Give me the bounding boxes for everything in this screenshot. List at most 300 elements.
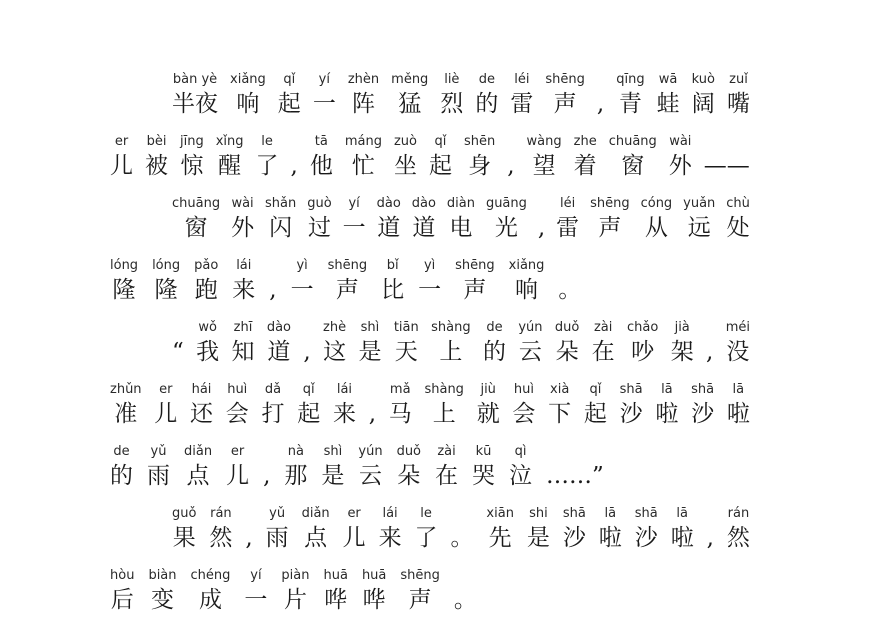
char-unit	[518, 320, 542, 368]
hanzi: 一	[312, 91, 336, 117]
char-unit	[381, 258, 404, 306]
hanzi: 起	[428, 153, 452, 179]
char-unit	[415, 506, 438, 554]
char-unit	[180, 134, 204, 182]
hanzi: 的	[110, 463, 133, 489]
pinyin: dào	[266, 320, 292, 335]
char-unit	[190, 382, 213, 430]
hanzi: 点	[304, 525, 328, 551]
pinyin: yí	[348, 196, 360, 211]
hanzi: 沙	[562, 525, 586, 551]
text-line-3	[172, 188, 750, 244]
pinyin: shēng	[590, 196, 630, 211]
char-unit	[671, 320, 694, 368]
hanzi: 雷	[510, 91, 534, 117]
char-unit	[635, 506, 658, 554]
pinyin: huì	[513, 382, 534, 397]
pinyin: lóng	[152, 258, 181, 273]
pinyin: qì	[514, 444, 527, 459]
pinyin: hái	[191, 382, 212, 397]
char-unit	[244, 568, 267, 616]
char-unit	[209, 506, 232, 554]
punctuation-unit	[546, 444, 604, 492]
hanzi: 声	[598, 215, 622, 241]
hanzi: 儿	[226, 463, 250, 489]
hanzi: 儿	[110, 153, 133, 179]
pinyin: yuǎn	[683, 196, 716, 211]
punctuation-unit	[707, 506, 714, 554]
char-unit	[590, 196, 630, 244]
hanzi: 光	[494, 215, 518, 241]
hanzi: 从	[644, 215, 668, 241]
hanzi: 点	[186, 463, 210, 489]
hanzi: ,	[368, 401, 376, 427]
hanzi: 了	[414, 525, 438, 551]
pinyin: shi	[529, 506, 548, 521]
hanzi: 在	[435, 463, 459, 489]
hanzi: 坐	[393, 153, 417, 179]
punctuation-unit	[704, 134, 750, 182]
text-line-8	[172, 498, 750, 554]
hanzi: 儿	[342, 525, 366, 551]
punctuation-unit	[450, 506, 473, 554]
char-unit	[574, 134, 597, 182]
hanzi: 着	[573, 153, 597, 179]
char-unit	[692, 72, 715, 120]
pinyin: shǎn	[265, 196, 297, 211]
pinyin: huā	[361, 568, 387, 583]
hanzi: ,	[507, 153, 515, 179]
char-unit	[172, 196, 220, 244]
char-unit	[110, 258, 138, 306]
char-unit	[216, 134, 244, 182]
hanzi: 跑	[194, 277, 218, 303]
hanzi: 沙	[634, 525, 658, 551]
hanzi: 一	[418, 277, 442, 303]
char-unit	[265, 196, 296, 244]
hanzi: 响	[515, 277, 539, 303]
char-unit	[343, 196, 366, 244]
hanzi: 来	[232, 277, 256, 303]
pinyin: xià	[550, 382, 570, 397]
hanzi: 片	[283, 587, 307, 613]
pinyin: shā	[562, 506, 586, 521]
pinyin: zài	[437, 444, 456, 459]
hanzi: 云	[518, 339, 542, 365]
char-unit	[683, 196, 715, 244]
char-unit	[509, 444, 532, 492]
pinyin: shēn	[463, 134, 496, 149]
char-unit	[609, 134, 657, 182]
char-unit	[424, 382, 463, 430]
char-unit	[323, 320, 346, 368]
hanzi: 哗	[362, 587, 386, 613]
char-unit	[343, 506, 366, 554]
pinyin: lā	[676, 506, 688, 521]
hanzi: 果	[172, 525, 196, 551]
char-unit	[669, 134, 692, 182]
hanzi: 身	[468, 153, 492, 179]
hanzi: 上	[432, 401, 456, 427]
char-unit	[727, 382, 750, 430]
char-unit	[172, 506, 196, 554]
pinyin: měng	[391, 72, 429, 87]
char-unit	[152, 258, 180, 306]
pinyin: qīng	[616, 72, 645, 87]
char-unit	[435, 444, 458, 492]
pinyin: zuǐ	[729, 72, 748, 87]
hanzi: 声	[408, 587, 432, 613]
char-unit	[545, 72, 585, 120]
hanzi: ——	[703, 153, 750, 179]
pinyin: shēng	[545, 72, 585, 87]
pinyin: zhe	[573, 134, 597, 149]
hanzi: 沙	[619, 401, 643, 427]
pinyin: cóng	[640, 196, 673, 211]
hanzi: 来	[378, 525, 402, 551]
char-unit	[397, 444, 421, 492]
punctuation-unit	[454, 568, 477, 616]
hanzi: 先	[488, 525, 512, 551]
char-unit	[620, 382, 643, 430]
hanzi: 然	[209, 525, 233, 551]
hanzi: 会	[512, 401, 536, 427]
pinyin: huā	[323, 568, 348, 583]
char-unit	[657, 72, 680, 120]
char-unit	[472, 444, 495, 492]
pinyin: kū	[475, 444, 492, 459]
char-unit	[563, 506, 586, 554]
hanzi: 会	[225, 401, 249, 427]
pinyin: tā	[314, 134, 328, 149]
pinyin: huì	[227, 382, 248, 397]
pinyin: chuāng	[608, 134, 657, 149]
hanzi: 外	[231, 215, 255, 241]
hanzi: 比	[381, 277, 405, 303]
pinyin: kuò	[691, 72, 715, 87]
char-unit	[394, 134, 417, 182]
char-unit	[486, 196, 527, 244]
hanzi: 望	[532, 153, 556, 179]
pinyin: lā	[604, 506, 617, 521]
hanzi: 远	[687, 215, 711, 241]
hanzi: 在	[591, 339, 615, 365]
pinyin: xiǎng	[508, 258, 545, 273]
pinyin: mǎ	[389, 382, 411, 397]
hanzi: 啦	[598, 525, 622, 551]
punctuation-unit	[172, 320, 184, 368]
pinyin: qǐ	[434, 134, 447, 149]
hanzi: 朵	[397, 463, 421, 489]
pinyin: de	[486, 320, 503, 335]
pinyin: diǎn	[184, 444, 213, 459]
hanzi: 闪	[269, 215, 293, 241]
hanzi: 成	[198, 587, 222, 613]
pinyin: máng	[344, 134, 382, 149]
char-unit	[110, 134, 133, 182]
char-unit	[599, 506, 622, 554]
pinyin: qǐ	[302, 382, 315, 397]
hanzi: 啦	[655, 401, 679, 427]
pinyin: lóng	[110, 258, 139, 273]
char-unit	[671, 506, 694, 554]
pinyin: bǐ	[386, 258, 399, 273]
pinyin: lái	[382, 506, 398, 521]
char-unit	[232, 258, 255, 306]
hanzi: 啦	[726, 401, 750, 427]
pinyin: piàn	[281, 568, 310, 583]
pinyin: wài	[231, 196, 254, 211]
hanzi: 半夜	[172, 91, 218, 117]
pinyin: qǐ	[283, 72, 296, 87]
hanzi: 隆	[112, 277, 136, 303]
punctuation-unit	[291, 134, 298, 182]
char-unit	[196, 320, 219, 368]
pinyin: dào	[376, 196, 401, 211]
pinyin: zhī	[233, 320, 253, 335]
hanzi: 是	[358, 339, 382, 365]
char-unit	[691, 382, 714, 430]
char-unit	[556, 196, 579, 244]
pinyin: shàng	[424, 382, 464, 397]
hanzi: ,	[537, 215, 546, 241]
hanzi: 外	[668, 153, 692, 179]
pinyin: jīng	[180, 134, 204, 149]
punctuation-unit	[303, 320, 310, 368]
pinyin: er	[230, 444, 245, 459]
pinyin: jiù	[480, 382, 496, 397]
punctuation-unit	[263, 444, 270, 492]
hanzi: ,	[706, 339, 714, 365]
pinyin: diǎn	[301, 506, 330, 521]
hanzi: 道	[377, 215, 401, 241]
pinyin: shā	[619, 382, 643, 397]
char-unit	[302, 506, 330, 554]
hanzi: 上	[439, 339, 463, 365]
hanzi: 醒	[218, 153, 242, 179]
char-unit	[455, 258, 495, 306]
pinyin: yǔ	[269, 506, 286, 521]
hanzi: 来	[332, 401, 356, 427]
char-unit	[110, 568, 134, 616]
char-unit	[726, 196, 750, 244]
char-unit	[230, 72, 266, 120]
pinyin: er	[159, 382, 173, 397]
hanzi: 马	[388, 401, 412, 427]
hanzi: 嘴	[726, 91, 750, 117]
pinyin: pǎo	[194, 258, 219, 273]
char-unit	[509, 258, 545, 306]
char-unit	[261, 382, 284, 430]
char-unit	[512, 382, 535, 430]
hanzi: 被	[145, 153, 168, 179]
hanzi: 儿	[154, 401, 178, 427]
char-unit	[641, 196, 673, 244]
hanzi: 声	[335, 277, 359, 303]
hanzi: 青	[618, 91, 642, 117]
char-unit	[379, 506, 402, 554]
char-unit	[345, 134, 382, 182]
hanzi: ,	[269, 277, 277, 303]
hanzi: 哭	[472, 463, 496, 489]
hanzi: 。	[453, 587, 477, 613]
char-unit	[310, 134, 333, 182]
char-unit	[291, 258, 314, 306]
hanzi: 雨	[265, 525, 289, 551]
pinyin: guò	[307, 196, 332, 211]
hanzi: 阵	[351, 91, 375, 117]
char-unit	[548, 382, 571, 430]
pinyin: lā	[661, 382, 673, 397]
char-unit	[191, 568, 231, 616]
pinyin: wā	[658, 72, 678, 87]
hanzi: 后	[110, 587, 134, 613]
pinyin: lái	[336, 382, 353, 397]
hanzi: 准	[114, 401, 138, 427]
hanzi: 雨	[147, 463, 170, 489]
pinyin: guǒ	[172, 506, 197, 521]
text-line-9	[110, 560, 750, 616]
char-unit	[510, 72, 533, 120]
char-unit	[328, 258, 368, 306]
pinyin: nà	[287, 444, 304, 459]
char-unit	[110, 382, 142, 430]
char-unit	[266, 506, 289, 554]
char-unit	[284, 444, 307, 492]
pinyin: chuāng	[172, 196, 221, 211]
hanzi: 阔	[691, 91, 715, 117]
hanzi: 雷	[556, 215, 580, 241]
hanzi: 下	[548, 401, 572, 427]
char-unit	[148, 568, 176, 616]
pinyin: guāng	[485, 196, 527, 211]
char-unit	[358, 444, 382, 492]
pinyin: de	[113, 444, 130, 459]
pinyin: le	[261, 134, 273, 149]
pinyin: bàn yè	[172, 72, 218, 87]
char-unit	[400, 568, 440, 616]
char-unit	[418, 258, 441, 306]
hanzi: 了	[255, 153, 279, 179]
pinyin: de	[478, 72, 495, 87]
char-unit	[226, 444, 249, 492]
text-line-7	[110, 436, 750, 492]
pinyin: jià	[674, 320, 690, 335]
pinyin: shā	[634, 506, 658, 521]
pinyin: chéng	[190, 568, 231, 583]
hanzi: 我	[196, 339, 220, 365]
char-unit	[483, 320, 506, 368]
char-unit	[333, 382, 356, 430]
char-unit	[358, 320, 381, 368]
pinyin: hòu	[110, 568, 135, 583]
pinyin: xiǎng	[230, 72, 266, 87]
char-unit	[154, 382, 177, 430]
hanzi: 起	[583, 401, 607, 427]
pinyin: léi	[514, 72, 530, 87]
pinyin: shēng	[400, 568, 440, 583]
hanzi: 电	[449, 215, 473, 241]
punctuation-unit	[269, 258, 276, 306]
text-line-5	[172, 312, 750, 368]
pinyin: shēng	[455, 258, 495, 273]
hanzi: 过	[307, 215, 331, 241]
char-unit	[278, 72, 301, 120]
char-unit	[440, 72, 463, 120]
pinyin: chǎo	[627, 320, 659, 335]
char-unit	[486, 506, 514, 554]
hanzi: 变	[150, 587, 174, 613]
char-unit	[447, 196, 475, 244]
char-unit	[323, 568, 347, 616]
pinyin: dào	[411, 196, 436, 211]
hanzi: ,	[596, 91, 605, 117]
hanzi: 猛	[398, 91, 422, 117]
char-unit	[297, 382, 320, 430]
hanzi: 一	[244, 587, 268, 613]
hanzi: 打	[261, 401, 285, 427]
char-unit	[431, 320, 470, 368]
char-unit	[464, 134, 495, 182]
pinyin: liè	[444, 72, 460, 87]
hanzi: 沙	[691, 401, 715, 427]
char-unit	[145, 134, 168, 182]
char-unit	[429, 134, 452, 182]
char-unit	[389, 382, 412, 430]
char-unit	[584, 382, 607, 430]
hanzi: 道	[412, 215, 436, 241]
char-unit	[377, 196, 401, 244]
char-unit	[527, 134, 562, 182]
hanzi: ,	[303, 339, 311, 365]
hanzi: 窗	[184, 215, 208, 241]
hanzi: 云	[358, 463, 382, 489]
hanzi: 的	[482, 339, 506, 365]
pinyin: xǐng	[215, 134, 244, 149]
char-unit	[321, 444, 344, 492]
char-unit	[231, 320, 254, 368]
hanzi: 蛙	[656, 91, 680, 117]
pinyin: bèi	[146, 134, 167, 149]
pinyin: biàn	[148, 568, 177, 583]
punctuation-unit	[369, 382, 376, 430]
char-unit	[726, 320, 750, 368]
pinyin: zài	[593, 320, 613, 335]
char-unit	[412, 196, 436, 244]
pinyin: shēng	[327, 258, 368, 273]
pinyin: wàng	[526, 134, 562, 149]
pinyin: chù	[726, 196, 750, 211]
hanzi: 这	[323, 339, 347, 365]
char-unit	[362, 568, 386, 616]
hanzi: 泣	[509, 463, 533, 489]
pinyin: wǒ	[198, 320, 217, 335]
hanzi: 哗	[324, 587, 348, 613]
char-unit	[281, 568, 309, 616]
pinyin: xiān	[486, 506, 514, 521]
char-unit	[313, 72, 336, 120]
char-unit	[627, 320, 658, 368]
pinyin: shì	[360, 320, 380, 335]
text-line-4	[110, 250, 750, 306]
char-unit	[231, 196, 254, 244]
punctuation-unit	[706, 320, 713, 368]
pinyin: wài	[669, 134, 692, 149]
pinyin: lā	[732, 382, 745, 397]
char-unit	[727, 72, 750, 120]
char-unit	[348, 72, 379, 120]
char-unit	[267, 320, 291, 368]
